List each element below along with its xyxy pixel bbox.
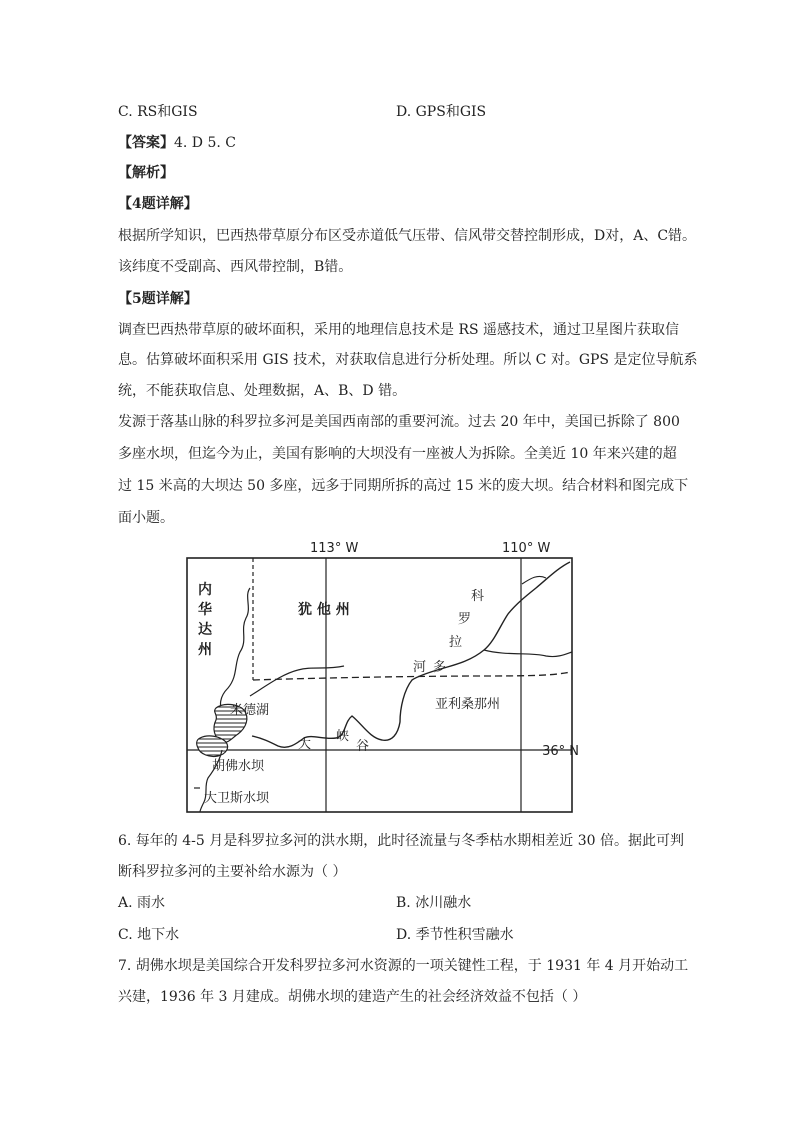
nevada-char-1: 内 xyxy=(198,582,212,598)
virgin-river xyxy=(250,666,344,696)
q5-analysis-line-3: 统，不能获取信息、处理数据，A、B、D 错。 xyxy=(118,383,407,399)
material-line-1: 发源于落基山脉的科罗拉多河是美国西南部的重要河流。过去 20 年中，美国已拆除了 800 xyxy=(118,414,680,430)
label-110w: 110° W xyxy=(502,541,551,556)
nevada-char-4: 州 xyxy=(198,642,212,658)
utah-label: 犹 他 州 xyxy=(298,602,350,618)
hoover-dam-label: 胡佛水坝 xyxy=(212,759,265,774)
material-line-2: 多座水坝，但迄今为止，美国有影响的大坝没有一座被人为拆除。全美近 10 年来兴建的超 xyxy=(118,446,677,462)
canyon-char-1: 大 xyxy=(298,737,312,752)
q5-option-d: D. GPS和GIS xyxy=(396,104,487,120)
answer-label: 【答案】 xyxy=(118,135,174,151)
q5-option-c: C. RS和GIS xyxy=(118,104,198,120)
colorado-river xyxy=(252,562,570,747)
lake-mead-label: 米德湖 xyxy=(230,703,270,718)
lake-lower xyxy=(197,736,228,757)
q6-option-d: D. 季节性积雪融水 xyxy=(396,927,514,943)
q5-analysis-line-1: 调查巴西热带草原的破坏面积，采用的地理信息技术是 RS 遥感技术，通过卫星图片获取信 xyxy=(118,322,680,338)
q6-option-a: A. 雨水 xyxy=(118,895,166,911)
label-36n: 36° N xyxy=(542,744,579,759)
river-char-3: 拉 xyxy=(449,635,463,650)
nevada-char-2: 华 xyxy=(198,602,212,618)
q7-stem-line-2: 兴建，1936 年 3 月建成。胡佛水坝的建造产生的社会经济效益不包括（ ） xyxy=(118,989,587,1005)
label-113w: 113° W xyxy=(310,541,359,556)
analysis-label: 【解析】 xyxy=(118,165,174,181)
answer-line xyxy=(118,133,236,153)
q4-analysis-line-2: 该纬度不受副高、西风带控制，B错。 xyxy=(118,259,353,275)
arizona-label: 亚利桑那州 xyxy=(435,697,501,712)
tributary-east xyxy=(484,650,572,657)
q4-analysis-line-1: 根据所学知识，巴西热带草原分布区受赤道低气压带、信风带交替控制形成，D对，A、C错。 xyxy=(118,228,697,244)
map-svg xyxy=(186,538,579,814)
q5-analysis-line-2: 息。估算破坏面积采用 GIS 技术，对获取信息进行分析处理。所以 C 对。GPS 是定位导航系 xyxy=(118,352,698,368)
q6-option-b: B. 冰川融水 xyxy=(396,895,472,911)
river-char-5: 多 xyxy=(433,660,447,675)
canyon-char-2: 峡 xyxy=(336,729,350,744)
nevada-river xyxy=(221,588,250,714)
river-char-2: 罗 xyxy=(458,612,472,627)
material-line-3: 过 15 米高的大坝达 50 多座，远多于同期所拆的高过 15 米的废大坝。结合材料和图完成下 xyxy=(118,478,689,494)
river-char-1: 科 xyxy=(471,589,485,604)
q5-analysis-label: 【5题详解】 xyxy=(118,291,198,307)
colorado-river-map xyxy=(186,538,579,814)
q6-option-c: C. 地下水 xyxy=(118,927,180,943)
nevada-char-3: 达 xyxy=(198,622,212,638)
material-line-4: 面小题。 xyxy=(118,510,174,526)
q6-stem-line-2: 断科罗拉多河的主要补给水源为（ ） xyxy=(118,864,347,880)
river-char-4: 河 xyxy=(413,660,427,675)
q6-stem-line-1: 6. 每年的 4-5 月是科罗拉多河的洪水期，此时径流量与冬季枯水期相差近 30 倍。据此可判 xyxy=(118,833,684,849)
davis-dam-label: 大卫斯水坝 xyxy=(204,791,270,806)
q7-stem-line-1: 7. 胡佛水坝是美国综合开发科罗拉多河水资源的一项关键性工程，于 1931 年 4 月开始动工 xyxy=(118,958,689,974)
canyon-char-3: 谷 xyxy=(356,739,370,754)
answer-text: 4. D 5. C xyxy=(174,135,237,151)
q4-analysis-label: 【4题详解】 xyxy=(118,196,198,212)
